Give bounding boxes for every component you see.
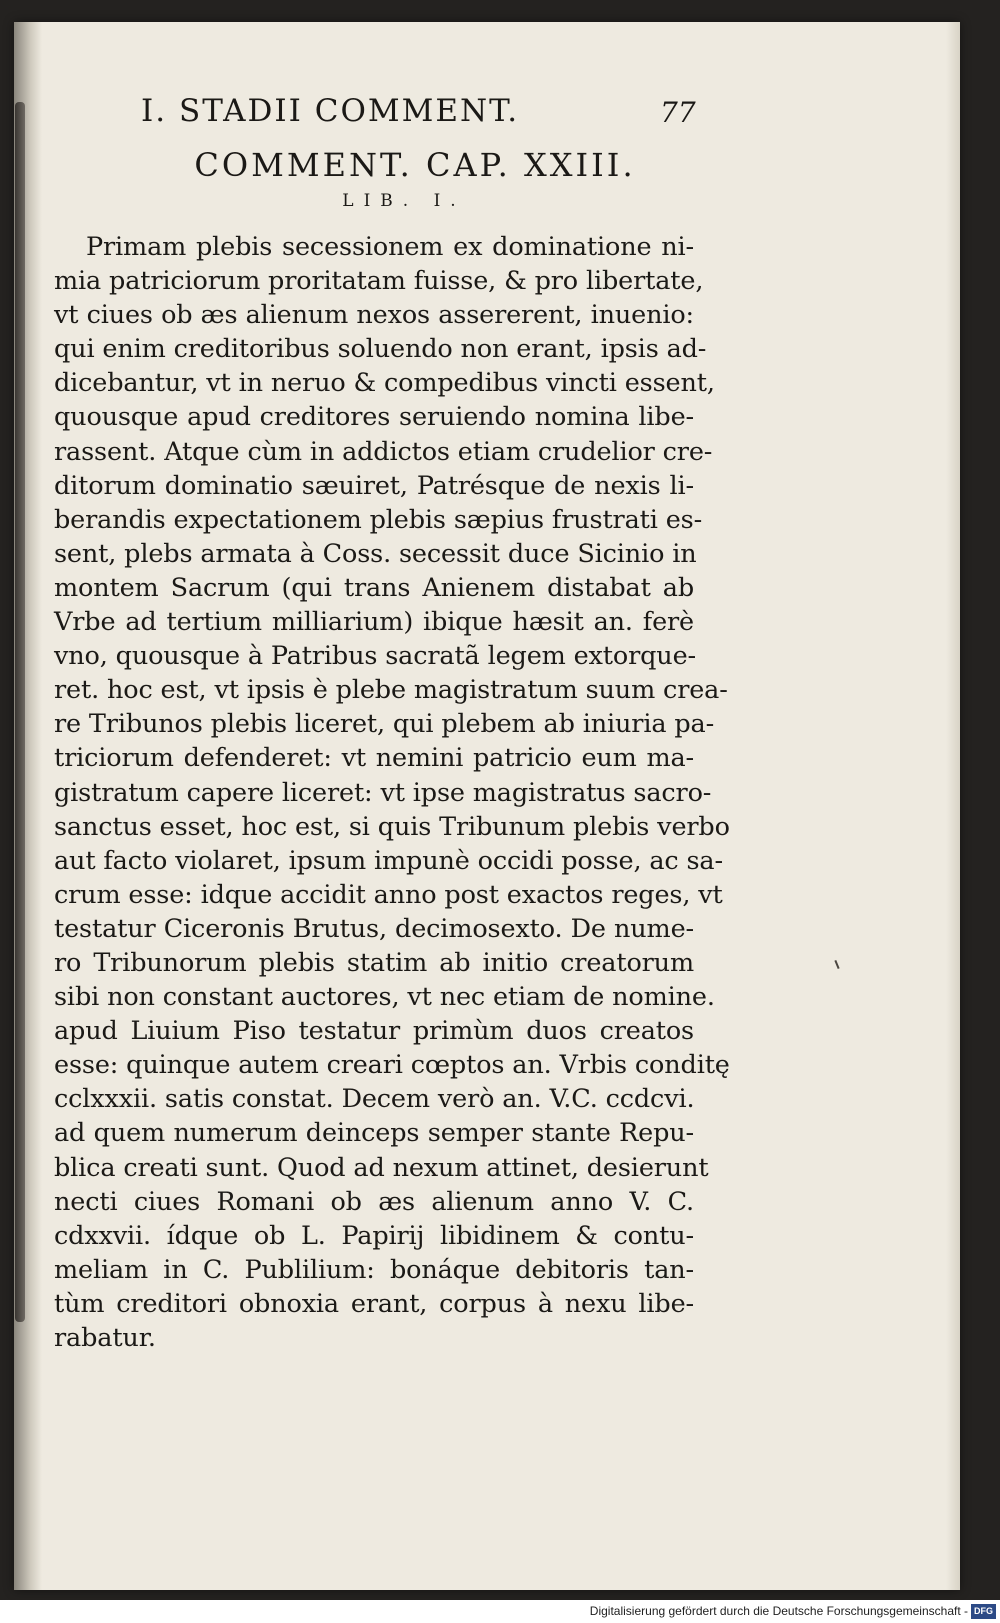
text-line: ad quem numerum deinceps semper stante Repu- — [54, 1118, 694, 1149]
book-page — [14, 22, 960, 1590]
text-line: necti ciues Romani ob æs alienum anno V. C. — [54, 1186, 694, 1217]
text-line: testatur Ciceronis Brutus, decimosexto. De nume- — [54, 913, 694, 944]
text-line: sibi non constant auctores, vt nec etiam de nomine. — [54, 982, 715, 1013]
dfg-logo: DFG — [971, 1604, 996, 1619]
body-text — [54, 230, 730, 1355]
text-line: aut facto violaret, ipsum impunè occidi posse, ac sa- — [54, 845, 723, 876]
text-line: quousque apud creditores seruiendo nomina libe- — [54, 402, 694, 433]
text-line: crum esse: idque accidit anno post exactos reges, vt — [54, 879, 723, 910]
text-line: re Tribunos plebis liceret, qui plebem ab iniuria pa- — [54, 709, 715, 740]
ink-speck — [834, 960, 839, 969]
text-line: cdxxvii. ídque ob L. Papirij libidinem & contu- — [54, 1220, 694, 1251]
text-line: Primam plebis secessionem ex dominatione ni- — [86, 232, 694, 262]
text-line: ditorum dominatio sæuiret, Patrésque de nexis li- — [54, 470, 694, 501]
text-line: esse: quinque autem creari cœptos an. Vrbis conditę — [54, 1050, 730, 1081]
text-line: dicebantur, vt in neruo & compedibus vincti essent, — [54, 368, 715, 399]
page-number: 77 — [660, 96, 696, 129]
text-line: tùm creditori obnoxia erant, corpus à nexu libe- — [54, 1288, 694, 1319]
text-line: ro Tribunorum plebis statim ab initio creatorum — [54, 947, 694, 978]
text-line: ret. hoc est, vt ipsis è plebe magistratum suum crea- — [54, 675, 728, 706]
running-title: I. STADII COMMENT. — [141, 93, 520, 129]
text-line: Vrbe ad tertium milliarium) ibique hæsit an. ferè — [54, 607, 694, 638]
text-line: montem Sacrum (qui trans Anienem distabat ab — [54, 572, 694, 603]
text-line: qui enim creditoribus soluendo non erant, ipsis ad- — [54, 334, 707, 365]
book-label: LIB. I. — [342, 191, 466, 211]
text-line: apud Liuium Piso testatur primùm duos creatos — [54, 1016, 694, 1047]
text-line: blica creati sunt. Quod ad nexum attinet, desierunt — [54, 1152, 709, 1183]
binding-shadow — [15, 102, 25, 1322]
text-block — [54, 90, 754, 1355]
page-edge — [946, 22, 960, 1590]
text-line: sent, plebs armata à Coss. secessit duce Sicinio in — [54, 538, 697, 569]
text-line: mia patriciorum proritatam fuisse, & pro libertate, — [54, 266, 704, 297]
text-line: cclxxxii. satis constat. Decem verò an. V.C. ccdcvi. — [54, 1084, 695, 1115]
text-line: vno, quousque à Patribus sacratã legem extorque- — [54, 641, 696, 672]
text-line: vt ciues ob æs alienum nexos assererent, inuenio: — [54, 300, 694, 331]
text-line: sanctus esset, hoc est, si quis Tribunum plebis verbo — [54, 811, 730, 842]
text-line: gistratum capere liceret: vt ipse magistratus sacro- — [54, 777, 712, 808]
text-line: meliam in C. Publilium: bonáque debitoris tan- — [54, 1254, 694, 1285]
text-line: rassent. Atque cùm in addictos etiam crudelior cre- — [54, 436, 713, 467]
text-line: rabatur. — [54, 1323, 156, 1353]
running-head — [54, 90, 754, 132]
funding-notice: Digitalisierung gefördert durch die Deutsche Forschungsgemeinschaft - — [589, 1604, 968, 1618]
text-line: triciorum defenderet: vt nemini patricio eum ma- — [54, 743, 694, 774]
text-line: berandis expectationem plebis sæpius frustrati es- — [54, 504, 703, 535]
chapter-title: COMMENT. CAP. XXIII. — [194, 146, 636, 184]
digitization-footer — [0, 1600, 1000, 1623]
